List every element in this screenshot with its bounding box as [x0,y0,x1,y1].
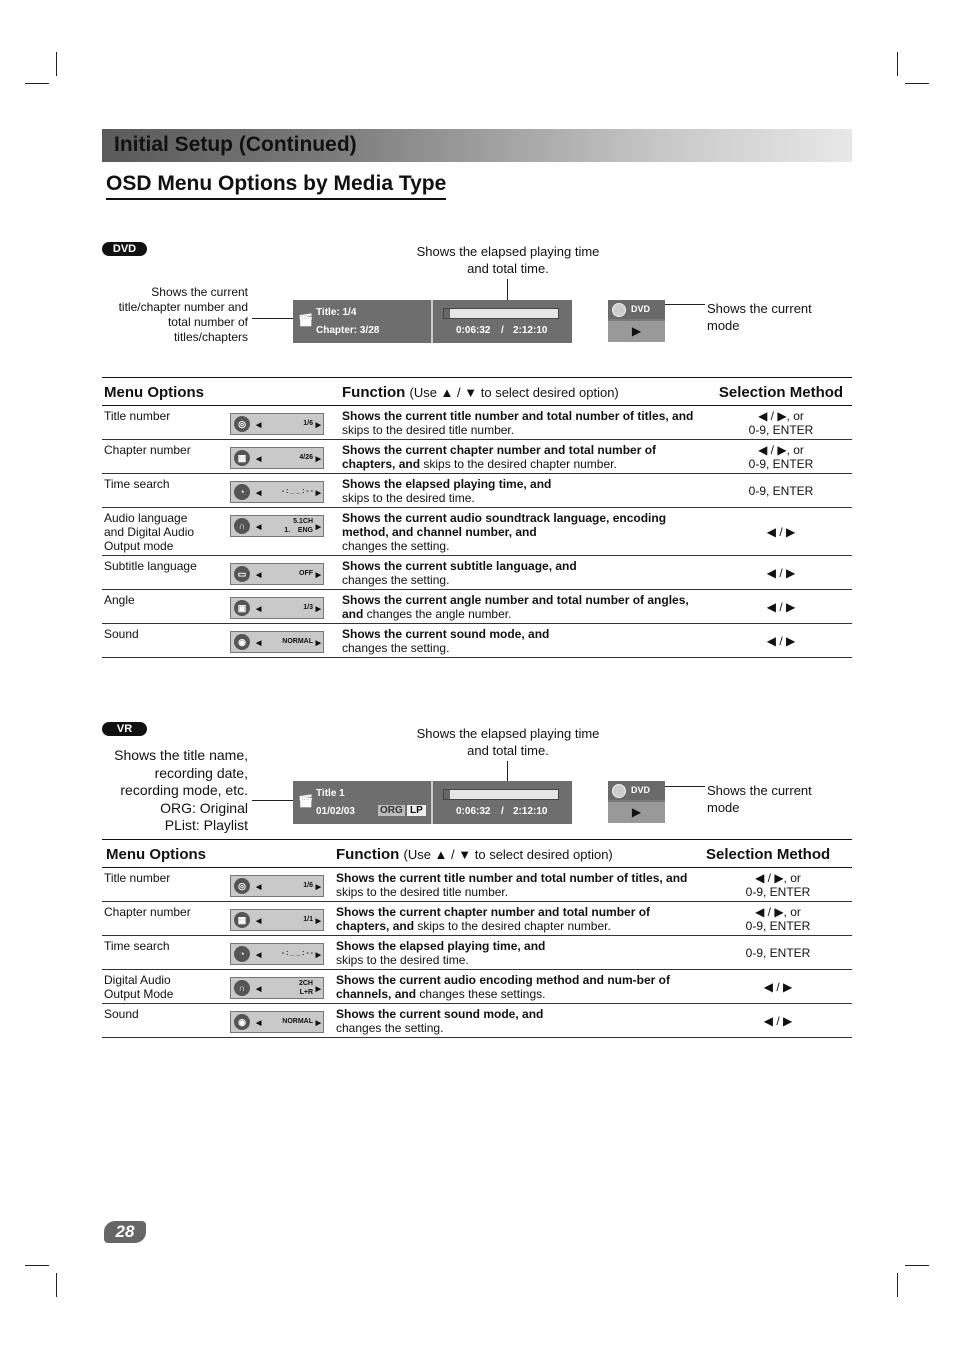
crop-mark [897,52,898,76]
option-name: Title number [102,406,228,440]
function-normal: skips to the desired chapter number. [420,457,617,471]
function-normal: changes the setting. [342,573,450,587]
function-bold: Shows the current audio encoding method and num-ber of channels, and [336,973,671,1001]
selection-method: ◀ / ▶ [710,556,852,590]
function-note: (Use ▲ / ▼ to select desired option) [403,847,613,862]
osd-mini-bar [230,1011,324,1033]
option-value: 2CH L+R [298,980,313,996]
option-osd-cell [228,936,334,970]
left-arrow-icon: ◀ [256,456,262,463]
option-osd-cell [228,590,340,624]
selection-method: ◀ / ▶, or 0-9, ENTER [710,440,852,474]
function-label: Function [342,384,406,401]
function-normal: changes the setting. [342,641,450,655]
function-bold: Shows the current subtitle language, and [342,559,577,573]
option-name: Subtitle language [102,556,228,590]
osd-title: Title 1 [316,788,345,799]
right-arrow-icon: ▶ [315,918,321,925]
osd-mini-bar [230,515,324,537]
right-arrow-icon: ▶ [315,422,321,429]
table-row [102,970,852,1004]
function-bold: Shows the current sound mode, and [336,1007,544,1021]
dvd-options-table [102,377,852,658]
col-function [340,378,710,406]
crop-mark [905,1265,929,1266]
callout-line [507,761,508,783]
lp-tag: LP [407,805,426,816]
option-value: NORMAL [282,638,313,645]
selection-method: ◀ / ▶ [710,624,852,658]
table-row [102,440,852,474]
osd-mini-bar [230,597,324,619]
option-function [334,1004,704,1038]
option-icon: ◉ [234,634,250,650]
crop-mark [25,1265,49,1266]
mode-label: DVD [631,304,651,314]
table-row [102,624,852,658]
option-icon: ◔ [234,946,250,962]
option-function [334,902,704,936]
osd-mini-bar [230,631,324,653]
right-arrow-icon: ▶ [315,952,321,959]
function-normal: skips to the desired time. [336,953,469,967]
vr-osd-display [293,781,572,824]
vr-callout-mode: Shows the current mode [707,783,812,815]
option-osd-cell [228,1004,334,1038]
option-icon: ∩ [234,980,250,996]
osd-sep: / [501,806,504,817]
progress-bar [443,789,559,800]
function-bold: Shows the current sound mode, and [342,627,550,641]
osd-mini-bar [230,481,324,503]
crop-mark [56,52,57,76]
option-value: 1/1 [303,916,313,923]
option-value: 5.1CH 1. ENG [284,518,313,534]
option-name: Sound [102,1004,228,1038]
dvd-osd-display [293,300,572,343]
callout-line [665,304,705,305]
function-normal: skips to the desired chapter number. [414,919,611,933]
option-name: Angle [102,590,228,624]
option-function [340,624,710,658]
selection-method: ◀ / ▶ [704,970,852,1004]
option-icon: ▣ [234,600,250,616]
option-icon: ▭ [234,566,250,582]
option-icon: ▦ [234,450,250,466]
osd-elapsed: 0:06:32 [456,806,491,817]
option-value: 1/6 [303,420,313,427]
option-osd-cell [228,970,334,1004]
banner-title: Initial Setup (Continued) [114,133,357,156]
function-bold: Shows the current chapter number and total number of chapters, and [342,443,657,471]
osd-left-panel [293,781,433,824]
left-arrow-icon: ◀ [256,1020,262,1027]
mode-top [608,300,665,319]
clapper-icon: 🎬︎ [298,794,314,808]
disc-icon [612,303,626,317]
selection-method: 0-9, ENTER [710,474,852,508]
osd-elapsed: 0:06:32 [456,325,491,336]
option-osd-cell [228,508,340,556]
table-row [102,902,852,936]
table-row [102,1004,852,1038]
crop-mark [56,1273,57,1297]
option-value: 1/3 [303,604,313,611]
header-banner [102,129,852,162]
option-function [340,474,710,508]
table-row [102,508,852,556]
option-name: Sound [102,624,228,658]
dvd-mode-box [608,300,665,342]
function-normal: skips to the desired title number. [336,885,509,899]
crop-mark [25,83,49,84]
page-number: 28 [104,1221,146,1243]
option-function [340,590,710,624]
function-note: (Use ▲ / ▼ to select desired option) [409,385,619,400]
option-name: Time search [102,474,228,508]
osd-date: 01/02/03 [316,806,355,817]
right-arrow-icon: ▶ [315,986,321,993]
function-bold: Shows the elapsed playing time, and [342,477,552,491]
osd-mini-bar [230,977,324,999]
col-menu-options: Menu Options [102,378,340,406]
option-icon: ◎ [234,416,250,432]
function-bold: Shows the current angle number and total number of angles, and [342,593,689,621]
right-arrow-icon: ▶ [315,572,321,579]
selection-method: ◀ / ▶, or 0-9, ENTER [704,868,852,902]
right-arrow-icon: ▶ [315,490,321,497]
option-value: - : _ _ : - - [281,950,313,957]
option-osd-cell [228,902,334,936]
selection-method: ◀ / ▶ [710,590,852,624]
function-label: Function [336,846,400,863]
table-row [102,590,852,624]
option-osd-cell [228,556,340,590]
left-arrow-icon: ◀ [256,640,262,647]
col-menu-options: Menu Options [102,840,334,868]
option-value: 4/26 [299,454,313,461]
function-normal: changes the angle number. [363,607,512,621]
right-arrow-icon: ▶ [315,640,321,647]
play-icon: ▶ [608,321,665,342]
left-arrow-icon: ◀ [256,606,262,613]
osd-mini-bar [230,875,324,897]
function-bold: Shows the current title number and total number of titles, and [342,409,694,423]
option-osd-cell [228,440,340,474]
option-name: Chapter number [102,902,228,936]
function-normal: changes these settings. [416,987,546,1001]
option-function [340,556,710,590]
selection-method: ◀ / ▶, or 0-9, ENTER [710,406,852,440]
option-function [334,970,704,1004]
option-name: Audio language and Digital Audio Output mode [102,508,228,556]
vr-options-table [102,839,852,1038]
function-normal: skips to the desired time. [342,491,475,505]
option-function [340,406,710,440]
progress-bar [443,308,559,319]
option-value: - : _ _ : - - [281,488,313,495]
table-row [102,406,852,440]
option-name: Title number [102,868,228,902]
osd-right-panel [433,300,572,343]
dvd-badge: DVD [102,242,147,256]
left-arrow-icon: ◀ [256,490,262,497]
osd-mini-bar [230,563,324,585]
option-value: 1/6 [303,882,313,889]
option-function [340,508,710,556]
right-arrow-icon: ▶ [315,1020,321,1027]
osd-mini-bar [230,413,324,435]
option-function [334,936,704,970]
clapper-icon: 🎬︎ [298,313,314,327]
table-row [102,868,852,902]
osd-sep: / [501,325,504,336]
function-bold: Shows the current chapter number and total number of chapters, and [336,905,651,933]
right-arrow-icon: ▶ [315,524,321,531]
option-icon: ◔ [234,484,250,500]
callout-line [665,786,705,787]
selection-method: ◀ / ▶ [710,508,852,556]
option-value: OFF [299,570,313,577]
function-normal: changes the setting. [336,1021,444,1035]
dvd-callout-elapsed: Shows the elapsed playing time and total time. [416,244,600,276]
table-row [102,936,852,970]
mode-top [608,781,665,800]
function-bold: Shows the current title number and total number of titles, and [336,871,688,885]
osd-total: 2:12:10 [513,806,548,817]
selection-method: 0-9, ENTER [704,936,852,970]
right-arrow-icon: ▶ [315,606,321,613]
osd-title: Title: 1/4 [316,307,357,318]
option-value: NORMAL [282,1018,313,1025]
option-osd-cell [228,624,340,658]
left-arrow-icon: ◀ [256,884,262,891]
osd-total: 2:12:10 [513,325,548,336]
org-tag: ORG [380,805,403,816]
osd-left-panel [293,300,433,343]
selection-method: ◀ / ▶, or 0-9, ENTER [704,902,852,936]
osd-right-panel [433,781,572,824]
left-arrow-icon: ◀ [256,952,262,959]
option-name: Digital Audio Output Mode [102,970,228,1004]
option-icon: ◎ [234,878,250,894]
option-function [334,868,704,902]
function-bold: Shows the elapsed playing time, and [336,939,546,953]
right-arrow-icon: ▶ [315,456,321,463]
col-function [334,840,704,868]
dvd-callout-mode: Shows the current mode [707,301,812,333]
vr-badge: VR [102,722,147,736]
mode-label: DVD [631,785,651,795]
option-osd-cell [228,474,340,508]
table-row [102,474,852,508]
section-title: OSD Menu Options by Media Type [106,172,446,200]
vr-callout-elapsed: Shows the elapsed playing time and total time. [416,726,600,758]
option-icon: ▦ [234,912,250,928]
left-arrow-icon: ◀ [256,572,262,579]
dvd-callout-title: Shows the current title/chapter number and total number of titles/chapters [118,285,248,344]
function-normal: changes the setting. [342,539,450,553]
osd-mini-bar [230,447,324,469]
left-arrow-icon: ◀ [256,524,262,531]
option-icon: ◉ [234,1014,250,1030]
option-name: Time search [102,936,228,970]
col-selection-method: Selection Method [710,378,852,406]
vr-mode-box [608,781,665,823]
option-name: Chapter number [102,440,228,474]
left-arrow-icon: ◀ [256,986,262,993]
function-normal: skips to the desired title number. [342,423,515,437]
table-row [102,556,852,590]
left-arrow-icon: ◀ [256,422,262,429]
option-osd-cell [228,406,340,440]
function-bold: Shows the current audio soundtrack language, encoding method, and channel number, and [342,511,667,539]
selection-method: ◀ / ▶ [704,1004,852,1038]
play-icon: ▶ [608,802,665,823]
option-function [340,440,710,474]
crop-mark [897,1273,898,1297]
option-icon: ∩ [234,518,250,534]
crop-mark [905,83,929,84]
left-arrow-icon: ◀ [256,918,262,925]
disc-icon [612,784,626,798]
right-arrow-icon: ▶ [315,884,321,891]
option-osd-cell [228,868,334,902]
vr-callout-title: Shows the title name, recording date, recording mode, etc. ORG: Original PList: Playlist [114,747,248,833]
osd-mini-bar [230,943,324,965]
osd-mini-bar [230,909,324,931]
osd-chapter: Chapter: 3/28 [316,325,380,336]
col-selection-method: Selection Method [704,840,852,868]
